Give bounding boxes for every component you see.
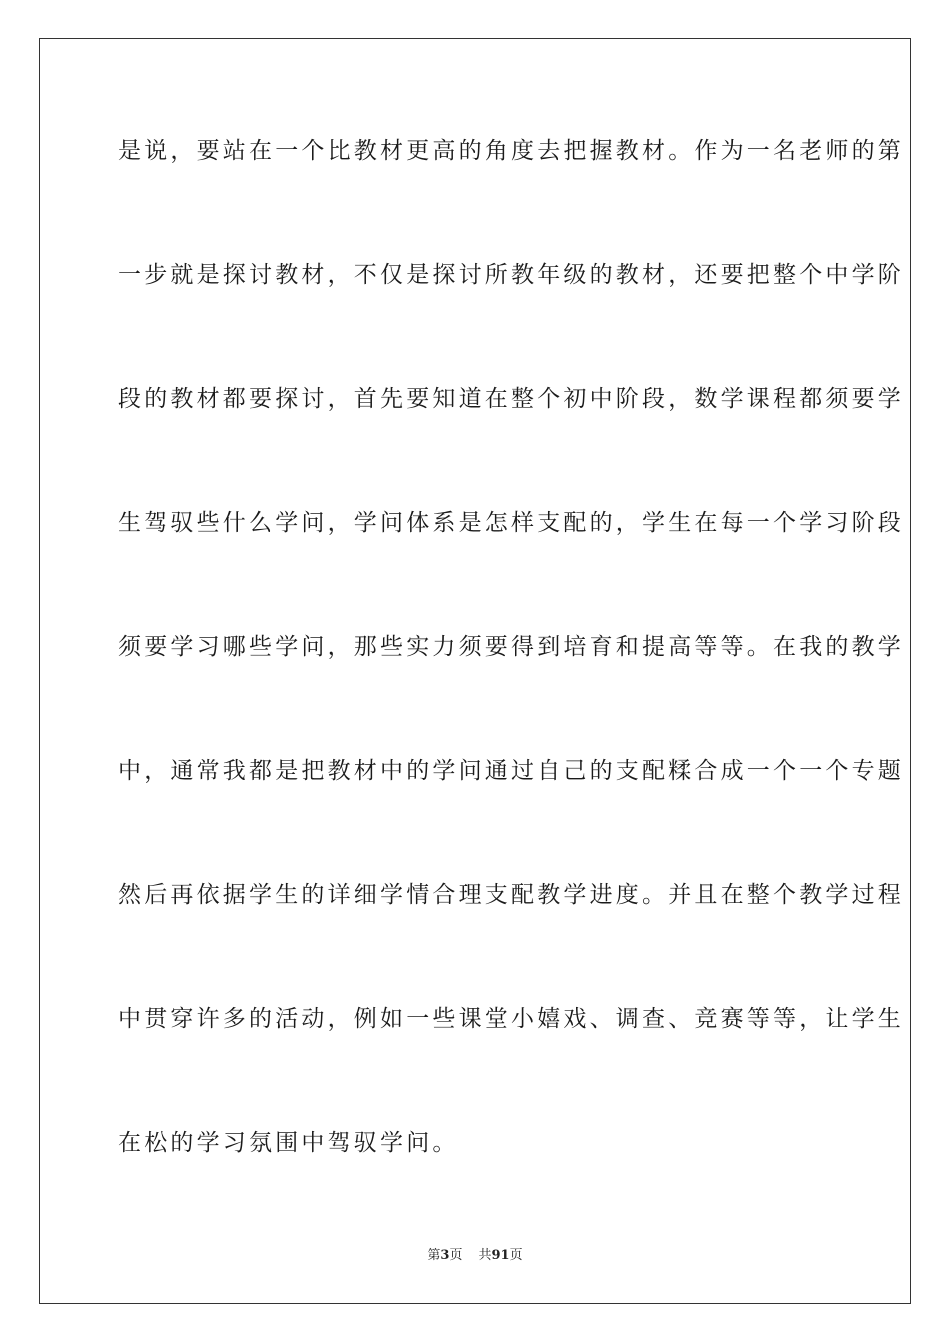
- page-prefix: 第: [427, 1248, 441, 1263]
- total-suffix: 页: [509, 1248, 523, 1263]
- text-line: 是说，要站在一个比教材更高的角度去把握教材。作为一名老师的第: [118, 138, 904, 164]
- body-text: [118, 120, 904, 1236]
- text-line: 生驾驭些什么学问，学问体系是怎样支配的，学生在每一个学习阶段: [118, 510, 904, 536]
- total-pages: 91: [491, 1248, 510, 1263]
- text-line: 段的教材都要探讨，首先要知道在整个初中阶段，数学课程都须要学: [118, 386, 904, 412]
- text-line: 一步就是探讨教材，不仅是探讨所教年级的教材，还要把整个中学阶: [118, 262, 904, 288]
- text-line: 须要学习哪些学问，那些实力须要得到培育和提高等等。在我的教学: [118, 634, 904, 660]
- total-prefix: 共: [478, 1248, 492, 1263]
- text-line: 然后再依据学生的详细学情合理支配教学进度。并且在整个教学过程: [118, 882, 904, 908]
- text-line: 中贯穿许多的活动，例如一些课堂小嬉戏、调查、竞赛等等，让学生: [118, 1006, 904, 1032]
- text-line: 在松的学习氛围中驾驭学问。: [118, 1130, 459, 1156]
- page-number: 3: [440, 1248, 450, 1263]
- text-line: 中，通常我都是把教材中的学问通过自己的支配糅合成一个一个专题: [118, 758, 904, 784]
- page-suffix: 页: [449, 1248, 463, 1263]
- page-footer: [0, 1244, 950, 1263]
